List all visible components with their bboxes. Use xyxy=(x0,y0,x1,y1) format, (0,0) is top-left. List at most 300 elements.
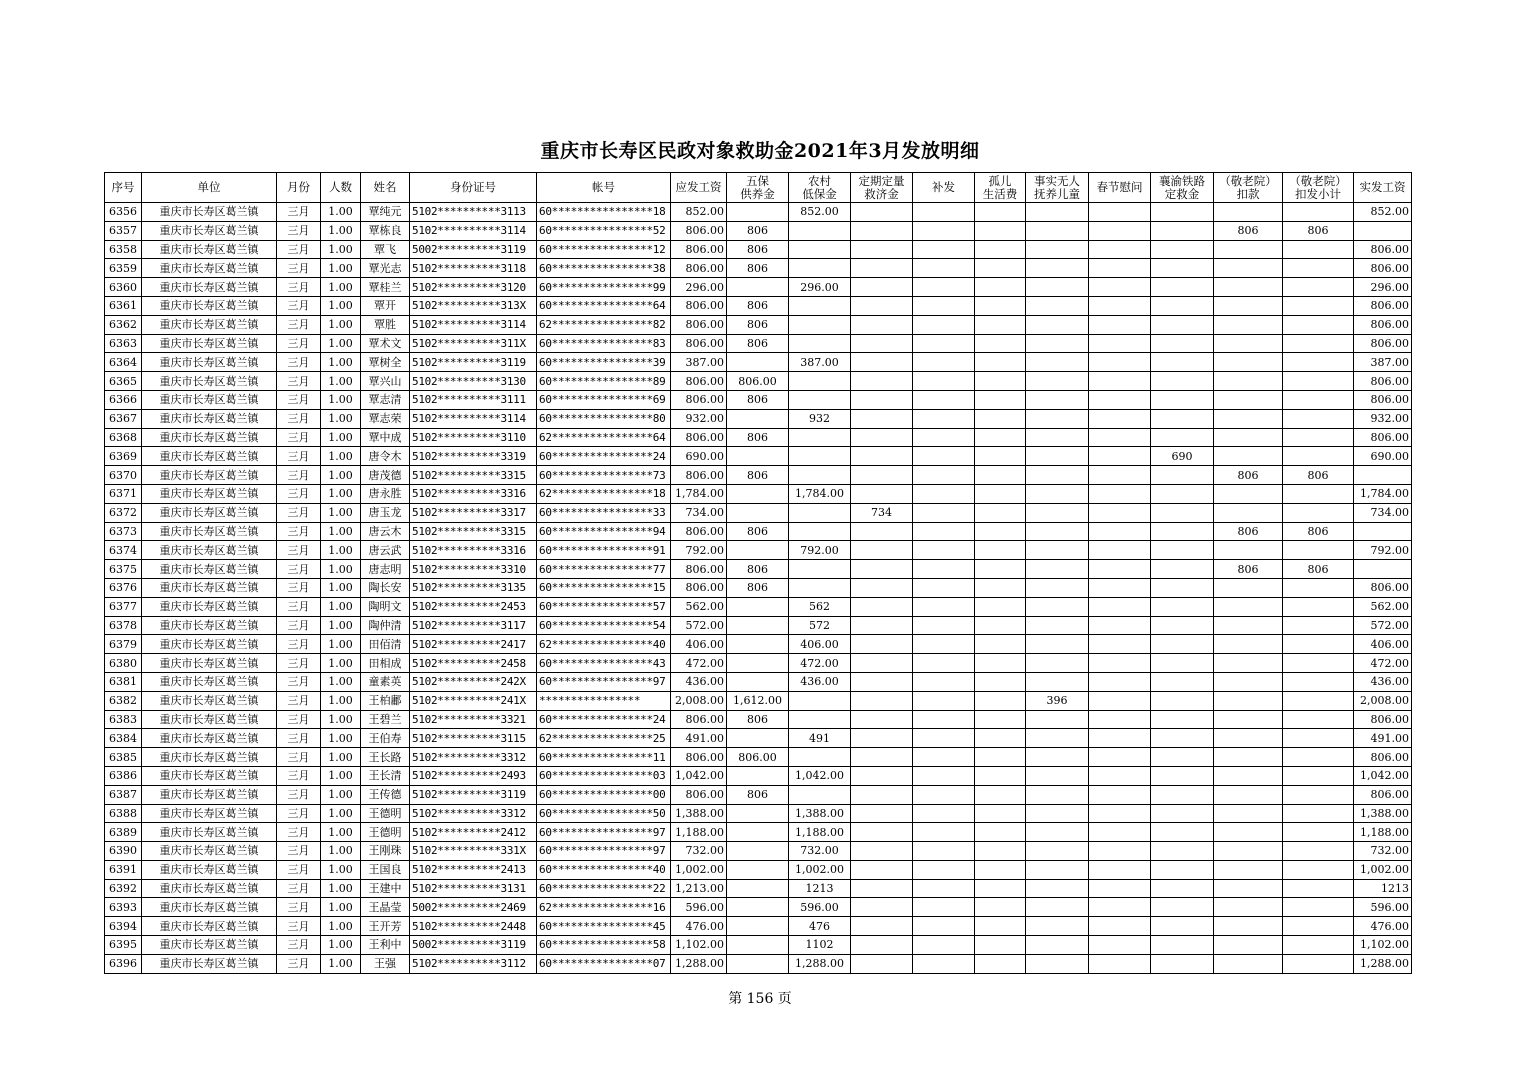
cell-name: 王传德 xyxy=(361,785,410,804)
cell-name: 覃中成 xyxy=(361,428,410,447)
cell-chunjie xyxy=(1089,278,1151,297)
cell-jlxj xyxy=(1283,541,1354,560)
relief-payment-table xyxy=(104,172,1412,974)
cell-count: 1.00 xyxy=(321,654,361,673)
cell-due: 406.00 xyxy=(671,635,727,654)
cell-acct: 60****************11 xyxy=(537,748,671,767)
cell-dingqi xyxy=(851,541,913,560)
cell-due: 806.00 xyxy=(671,390,727,409)
cell-actual: 806.00 xyxy=(1354,259,1412,278)
cell-actual: 1,042.00 xyxy=(1354,766,1412,785)
cell-dibao: 387.00 xyxy=(789,353,851,372)
cell-dingqi xyxy=(851,710,913,729)
cell-dibao: 792.00 xyxy=(789,541,851,560)
cell-unit: 重庆市长寿区葛兰镇 xyxy=(142,578,277,597)
cell-actual: 1,002.00 xyxy=(1354,860,1412,879)
cell-dibao: 1102 xyxy=(789,936,851,955)
cell-seq: 6375 xyxy=(105,560,142,579)
cell-acct: 62****************64 xyxy=(537,428,671,447)
cell-dingqi xyxy=(851,409,913,428)
cell-guer xyxy=(975,748,1026,767)
cell-id: 5102**********2493 xyxy=(410,766,537,785)
cell-dibao: 1,784.00 xyxy=(789,484,851,503)
cell-name: 陶明文 xyxy=(361,597,410,616)
cell-name: 田佰清 xyxy=(361,635,410,654)
cell-due: 387.00 xyxy=(671,353,727,372)
cell-due: 806.00 xyxy=(671,748,727,767)
cell-dibao: 476 xyxy=(789,917,851,936)
cell-month: 三月 xyxy=(277,203,321,222)
cell-seq: 6392 xyxy=(105,879,142,898)
cell-jlkk: 806 xyxy=(1214,522,1283,541)
cell-seq: 6367 xyxy=(105,409,142,428)
cell-wubao xyxy=(727,447,789,466)
cell-acct: 60****************99 xyxy=(537,278,671,297)
cell-acct: 60****************12 xyxy=(537,240,671,259)
cell-id: 5102**********2458 xyxy=(410,654,537,673)
cell-actual: 572.00 xyxy=(1354,616,1412,635)
cell-jlkk xyxy=(1214,353,1283,372)
cell-due: 1,288.00 xyxy=(671,954,727,973)
cell-dibao xyxy=(789,315,851,334)
cell-shishi xyxy=(1026,635,1089,654)
cell-unit: 重庆市长寿区葛兰镇 xyxy=(142,879,277,898)
cell-wubao: 806 xyxy=(727,466,789,485)
cell-chunjie xyxy=(1089,315,1151,334)
cell-seq: 6357 xyxy=(105,221,142,240)
cell-month: 三月 xyxy=(277,842,321,861)
cell-count: 1.00 xyxy=(321,748,361,767)
cell-jlxj: 806 xyxy=(1283,522,1354,541)
cell-xiangyu xyxy=(1151,240,1214,259)
cell-unit: 重庆市长寿区葛兰镇 xyxy=(142,766,277,785)
cell-unit: 重庆市长寿区葛兰镇 xyxy=(142,560,277,579)
cell-dibao xyxy=(789,428,851,447)
cell-wubao xyxy=(727,278,789,297)
cell-jlxj xyxy=(1283,428,1354,447)
page-number: 第 156 页 xyxy=(728,991,792,1007)
cell-chunjie xyxy=(1089,466,1151,485)
cell-unit: 重庆市长寿区葛兰镇 xyxy=(142,936,277,955)
cell-seq: 6366 xyxy=(105,390,142,409)
cell-seq: 6396 xyxy=(105,954,142,973)
table-row xyxy=(105,823,1412,842)
cell-unit: 重庆市长寿区葛兰镇 xyxy=(142,860,277,879)
table-row xyxy=(105,466,1412,485)
cell-wubao: 806 xyxy=(727,390,789,409)
cell-actual: 406.00 xyxy=(1354,635,1412,654)
cell-acct: 60****************64 xyxy=(537,296,671,315)
cell-dingqi xyxy=(851,597,913,616)
column-header-bufa: 补发 xyxy=(913,173,975,203)
cell-shishi xyxy=(1026,748,1089,767)
cell-id: 5102**********242X xyxy=(410,672,537,691)
cell-unit: 重庆市长寿区葛兰镇 xyxy=(142,484,277,503)
cell-dingqi xyxy=(851,766,913,785)
cell-unit: 重庆市长寿区葛兰镇 xyxy=(142,203,277,222)
cell-due: 806.00 xyxy=(671,334,727,353)
cell-seq: 6373 xyxy=(105,522,142,541)
cell-dingqi xyxy=(851,954,913,973)
cell-xiangyu xyxy=(1151,428,1214,447)
cell-bufa xyxy=(913,315,975,334)
cell-bufa xyxy=(913,578,975,597)
table-row xyxy=(105,729,1412,748)
cell-id: 5102**********3316 xyxy=(410,541,537,560)
column-header-xiangyu: 襄渝铁路 定救金 xyxy=(1151,173,1214,203)
cell-jlxj xyxy=(1283,597,1354,616)
cell-due: 690.00 xyxy=(671,447,727,466)
table-row xyxy=(105,503,1412,522)
column-header-id: 身份证号 xyxy=(410,173,537,203)
cell-chunjie xyxy=(1089,447,1151,466)
cell-due: 1,213.00 xyxy=(671,879,727,898)
cell-xiangyu xyxy=(1151,766,1214,785)
cell-name: 王开芳 xyxy=(361,917,410,936)
cell-seq: 6356 xyxy=(105,203,142,222)
cell-xiangyu xyxy=(1151,541,1214,560)
cell-shishi xyxy=(1026,541,1089,560)
cell-chunjie xyxy=(1089,917,1151,936)
cell-unit: 重庆市长寿区葛兰镇 xyxy=(142,240,277,259)
cell-jlkk xyxy=(1214,296,1283,315)
cell-unit: 重庆市长寿区葛兰镇 xyxy=(142,954,277,973)
cell-due: 296.00 xyxy=(671,278,727,297)
cell-xiangyu xyxy=(1151,691,1214,710)
cell-chunjie xyxy=(1089,729,1151,748)
cell-due: 732.00 xyxy=(671,842,727,861)
cell-dibao: 1,288.00 xyxy=(789,954,851,973)
cell-id: 5102**********3113 xyxy=(410,203,537,222)
cell-due: 806.00 xyxy=(671,315,727,334)
cell-bufa xyxy=(913,560,975,579)
cell-guer xyxy=(975,842,1026,861)
cell-bufa xyxy=(913,898,975,917)
cell-dingqi xyxy=(851,917,913,936)
cell-chunjie xyxy=(1089,710,1151,729)
cell-shishi xyxy=(1026,597,1089,616)
cell-shishi xyxy=(1026,804,1089,823)
cell-id: 5102**********3312 xyxy=(410,804,537,823)
cell-dingqi xyxy=(851,804,913,823)
cell-month: 三月 xyxy=(277,729,321,748)
cell-month: 三月 xyxy=(277,936,321,955)
table-row xyxy=(105,785,1412,804)
cell-id: 5102**********3135 xyxy=(410,578,537,597)
cell-chunjie xyxy=(1089,203,1151,222)
cell-wubao: 806 xyxy=(727,578,789,597)
cell-actual: 2,008.00 xyxy=(1354,691,1412,710)
cell-shishi xyxy=(1026,842,1089,861)
cell-due: 806.00 xyxy=(671,578,727,597)
cell-unit: 重庆市长寿区葛兰镇 xyxy=(142,823,277,842)
cell-shishi xyxy=(1026,203,1089,222)
cell-wubao: 806 xyxy=(727,259,789,278)
cell-xiangyu xyxy=(1151,823,1214,842)
cell-xiangyu xyxy=(1151,936,1214,955)
cell-count: 1.00 xyxy=(321,879,361,898)
cell-acct: 60****************03 xyxy=(537,766,671,785)
cell-guer xyxy=(975,372,1026,391)
cell-id: 5102**********3315 xyxy=(410,522,537,541)
cell-name: 王柏鄘 xyxy=(361,691,410,710)
cell-due: 806.00 xyxy=(671,710,727,729)
cell-wubao xyxy=(727,353,789,372)
cell-guer xyxy=(975,503,1026,522)
cell-xiangyu xyxy=(1151,315,1214,334)
cell-unit: 重庆市长寿区葛兰镇 xyxy=(142,447,277,466)
cell-guer xyxy=(975,635,1026,654)
cell-guer xyxy=(975,672,1026,691)
cell-wubao xyxy=(727,936,789,955)
cell-dibao: 932 xyxy=(789,409,851,428)
cell-dibao: 596.00 xyxy=(789,898,851,917)
cell-actual: 491.00 xyxy=(1354,729,1412,748)
cell-month: 三月 xyxy=(277,409,321,428)
column-header-dibao: 农村 低保金 xyxy=(789,173,851,203)
cell-month: 三月 xyxy=(277,372,321,391)
cell-xiangyu xyxy=(1151,672,1214,691)
cell-xiangyu xyxy=(1151,842,1214,861)
cell-guer xyxy=(975,390,1026,409)
cell-unit: 重庆市长寿区葛兰镇 xyxy=(142,672,277,691)
cell-xiangyu xyxy=(1151,296,1214,315)
cell-actual: 732.00 xyxy=(1354,842,1412,861)
cell-guer xyxy=(975,221,1026,240)
table-row xyxy=(105,898,1412,917)
cell-chunjie xyxy=(1089,353,1151,372)
cell-actual: 852.00 xyxy=(1354,203,1412,222)
cell-acct: 60****************58 xyxy=(537,936,671,955)
cell-month: 三月 xyxy=(277,710,321,729)
cell-seq: 6362 xyxy=(105,315,142,334)
cell-xiangyu xyxy=(1151,954,1214,973)
cell-acct: 60****************40 xyxy=(537,860,671,879)
cell-unit: 重庆市长寿区葛兰镇 xyxy=(142,372,277,391)
cell-xiangyu xyxy=(1151,804,1214,823)
cell-due: 806.00 xyxy=(671,240,727,259)
cell-wubao: 806.00 xyxy=(727,748,789,767)
cell-bufa xyxy=(913,597,975,616)
table-row xyxy=(105,748,1412,767)
cell-acct: 60****************80 xyxy=(537,409,671,428)
cell-count: 1.00 xyxy=(321,936,361,955)
cell-dingqi xyxy=(851,729,913,748)
cell-chunjie xyxy=(1089,954,1151,973)
cell-id: 5102**********3130 xyxy=(410,372,537,391)
cell-jlxj xyxy=(1283,729,1354,748)
column-header-unit: 单位 xyxy=(142,173,277,203)
cell-guer xyxy=(975,278,1026,297)
cell-count: 1.00 xyxy=(321,334,361,353)
cell-jlxj xyxy=(1283,766,1354,785)
cell-guer xyxy=(975,541,1026,560)
cell-guer xyxy=(975,353,1026,372)
cell-month: 三月 xyxy=(277,466,321,485)
cell-dingqi xyxy=(851,654,913,673)
cell-name: 王德明 xyxy=(361,823,410,842)
cell-acct: 60****************43 xyxy=(537,654,671,673)
cell-id: 5102**********331X xyxy=(410,842,537,861)
cell-name: 唐永胜 xyxy=(361,484,410,503)
cell-unit: 重庆市长寿区葛兰镇 xyxy=(142,654,277,673)
cell-count: 1.00 xyxy=(321,203,361,222)
cell-dibao: 491 xyxy=(789,729,851,748)
cell-seq: 6376 xyxy=(105,578,142,597)
cell-dibao xyxy=(789,691,851,710)
cell-guer xyxy=(975,560,1026,579)
cell-bufa xyxy=(913,409,975,428)
cell-jlkk xyxy=(1214,654,1283,673)
cell-guer xyxy=(975,766,1026,785)
cell-bufa xyxy=(913,954,975,973)
cell-chunjie xyxy=(1089,390,1151,409)
cell-shishi xyxy=(1026,823,1089,842)
cell-name: 王德明 xyxy=(361,804,410,823)
cell-guer xyxy=(975,578,1026,597)
table-row xyxy=(105,315,1412,334)
cell-month: 三月 xyxy=(277,278,321,297)
cell-bufa xyxy=(913,766,975,785)
cell-bufa xyxy=(913,691,975,710)
cell-wubao xyxy=(727,954,789,973)
cell-actual xyxy=(1354,221,1412,240)
cell-jlkk xyxy=(1214,259,1283,278)
cell-guer xyxy=(975,785,1026,804)
cell-dibao: 572 xyxy=(789,616,851,635)
cell-due: 806.00 xyxy=(671,296,727,315)
cell-jlkk xyxy=(1214,503,1283,522)
cell-xiangyu xyxy=(1151,372,1214,391)
cell-seq: 6386 xyxy=(105,766,142,785)
cell-bufa xyxy=(913,879,975,898)
cell-wubao: 806 xyxy=(727,334,789,353)
cell-count: 1.00 xyxy=(321,785,361,804)
cell-dibao xyxy=(789,578,851,597)
cell-seq: 6378 xyxy=(105,616,142,635)
cell-dibao: 472.00 xyxy=(789,654,851,673)
cell-dibao xyxy=(789,372,851,391)
cell-seq: 6377 xyxy=(105,597,142,616)
table-row xyxy=(105,447,1412,466)
cell-unit: 重庆市长寿区葛兰镇 xyxy=(142,296,277,315)
cell-jlxj xyxy=(1283,804,1354,823)
cell-month: 三月 xyxy=(277,503,321,522)
cell-dibao: 1,388.00 xyxy=(789,804,851,823)
cell-chunjie xyxy=(1089,522,1151,541)
cell-jlxj xyxy=(1283,353,1354,372)
cell-name: 王强 xyxy=(361,954,410,973)
cell-jlxj xyxy=(1283,278,1354,297)
cell-xiangyu xyxy=(1151,503,1214,522)
cell-month: 三月 xyxy=(277,390,321,409)
cell-actual: 1,388.00 xyxy=(1354,804,1412,823)
cell-bufa xyxy=(913,917,975,936)
cell-seq: 6359 xyxy=(105,259,142,278)
cell-jlkk xyxy=(1214,578,1283,597)
cell-bufa xyxy=(913,672,975,691)
cell-name: 王国良 xyxy=(361,860,410,879)
cell-due: 476.00 xyxy=(671,917,727,936)
cell-month: 三月 xyxy=(277,804,321,823)
cell-seq: 6365 xyxy=(105,372,142,391)
cell-acct: 60****************39 xyxy=(537,353,671,372)
cell-actual: 806.00 xyxy=(1354,710,1412,729)
cell-jlkk xyxy=(1214,428,1283,447)
cell-xiangyu xyxy=(1151,616,1214,635)
cell-jlxj xyxy=(1283,860,1354,879)
cell-wubao xyxy=(727,823,789,842)
cell-acct: 60****************91 xyxy=(537,541,671,560)
cell-jlkk xyxy=(1214,710,1283,729)
cell-count: 1.00 xyxy=(321,428,361,447)
cell-jlxj xyxy=(1283,616,1354,635)
cell-count: 1.00 xyxy=(321,710,361,729)
column-header-shishi: 事实无人 抚养儿童 xyxy=(1026,173,1089,203)
cell-seq: 6393 xyxy=(105,898,142,917)
cell-jlkk xyxy=(1214,409,1283,428)
cell-due: 792.00 xyxy=(671,541,727,560)
cell-due: 472.00 xyxy=(671,654,727,673)
cell-wubao xyxy=(727,842,789,861)
cell-id: 5102**********3110 xyxy=(410,428,537,447)
table-row xyxy=(105,372,1412,391)
cell-jlxj xyxy=(1283,823,1354,842)
cell-seq: 6380 xyxy=(105,654,142,673)
cell-guer xyxy=(975,409,1026,428)
cell-unit: 重庆市长寿区葛兰镇 xyxy=(142,390,277,409)
cell-dingqi xyxy=(851,484,913,503)
cell-seq: 6358 xyxy=(105,240,142,259)
cell-dingqi xyxy=(851,860,913,879)
table-row xyxy=(105,353,1412,372)
cell-unit: 重庆市长寿区葛兰镇 xyxy=(142,616,277,635)
cell-month: 三月 xyxy=(277,522,321,541)
cell-dingqi xyxy=(851,240,913,259)
cell-xiangyu xyxy=(1151,466,1214,485)
cell-actual: 792.00 xyxy=(1354,541,1412,560)
cell-chunjie xyxy=(1089,296,1151,315)
cell-month: 三月 xyxy=(277,296,321,315)
cell-actual: 806.00 xyxy=(1354,578,1412,597)
cell-shishi xyxy=(1026,428,1089,447)
cell-month: 三月 xyxy=(277,860,321,879)
cell-actual: 806.00 xyxy=(1354,240,1412,259)
cell-jlkk xyxy=(1214,484,1283,503)
cell-month: 三月 xyxy=(277,654,321,673)
cell-due: 806.00 xyxy=(671,522,727,541)
cell-dibao xyxy=(789,296,851,315)
cell-month: 三月 xyxy=(277,748,321,767)
cell-unit: 重庆市长寿区葛兰镇 xyxy=(142,597,277,616)
cell-jlxj xyxy=(1283,390,1354,409)
cell-due: 806.00 xyxy=(671,428,727,447)
cell-actual: 476.00 xyxy=(1354,917,1412,936)
cell-actual: 932.00 xyxy=(1354,409,1412,428)
cell-actual xyxy=(1354,522,1412,541)
cell-acct: 60****************33 xyxy=(537,503,671,522)
cell-jlkk: 806 xyxy=(1214,560,1283,579)
cell-guer xyxy=(975,616,1026,635)
cell-shishi xyxy=(1026,466,1089,485)
table-row xyxy=(105,860,1412,879)
cell-shishi xyxy=(1026,879,1089,898)
cell-name: 覃飞 xyxy=(361,240,410,259)
cell-dibao: 1,002.00 xyxy=(789,860,851,879)
cell-chunjie xyxy=(1089,597,1151,616)
cell-jlxj xyxy=(1283,484,1354,503)
cell-acct: 62****************16 xyxy=(537,898,671,917)
